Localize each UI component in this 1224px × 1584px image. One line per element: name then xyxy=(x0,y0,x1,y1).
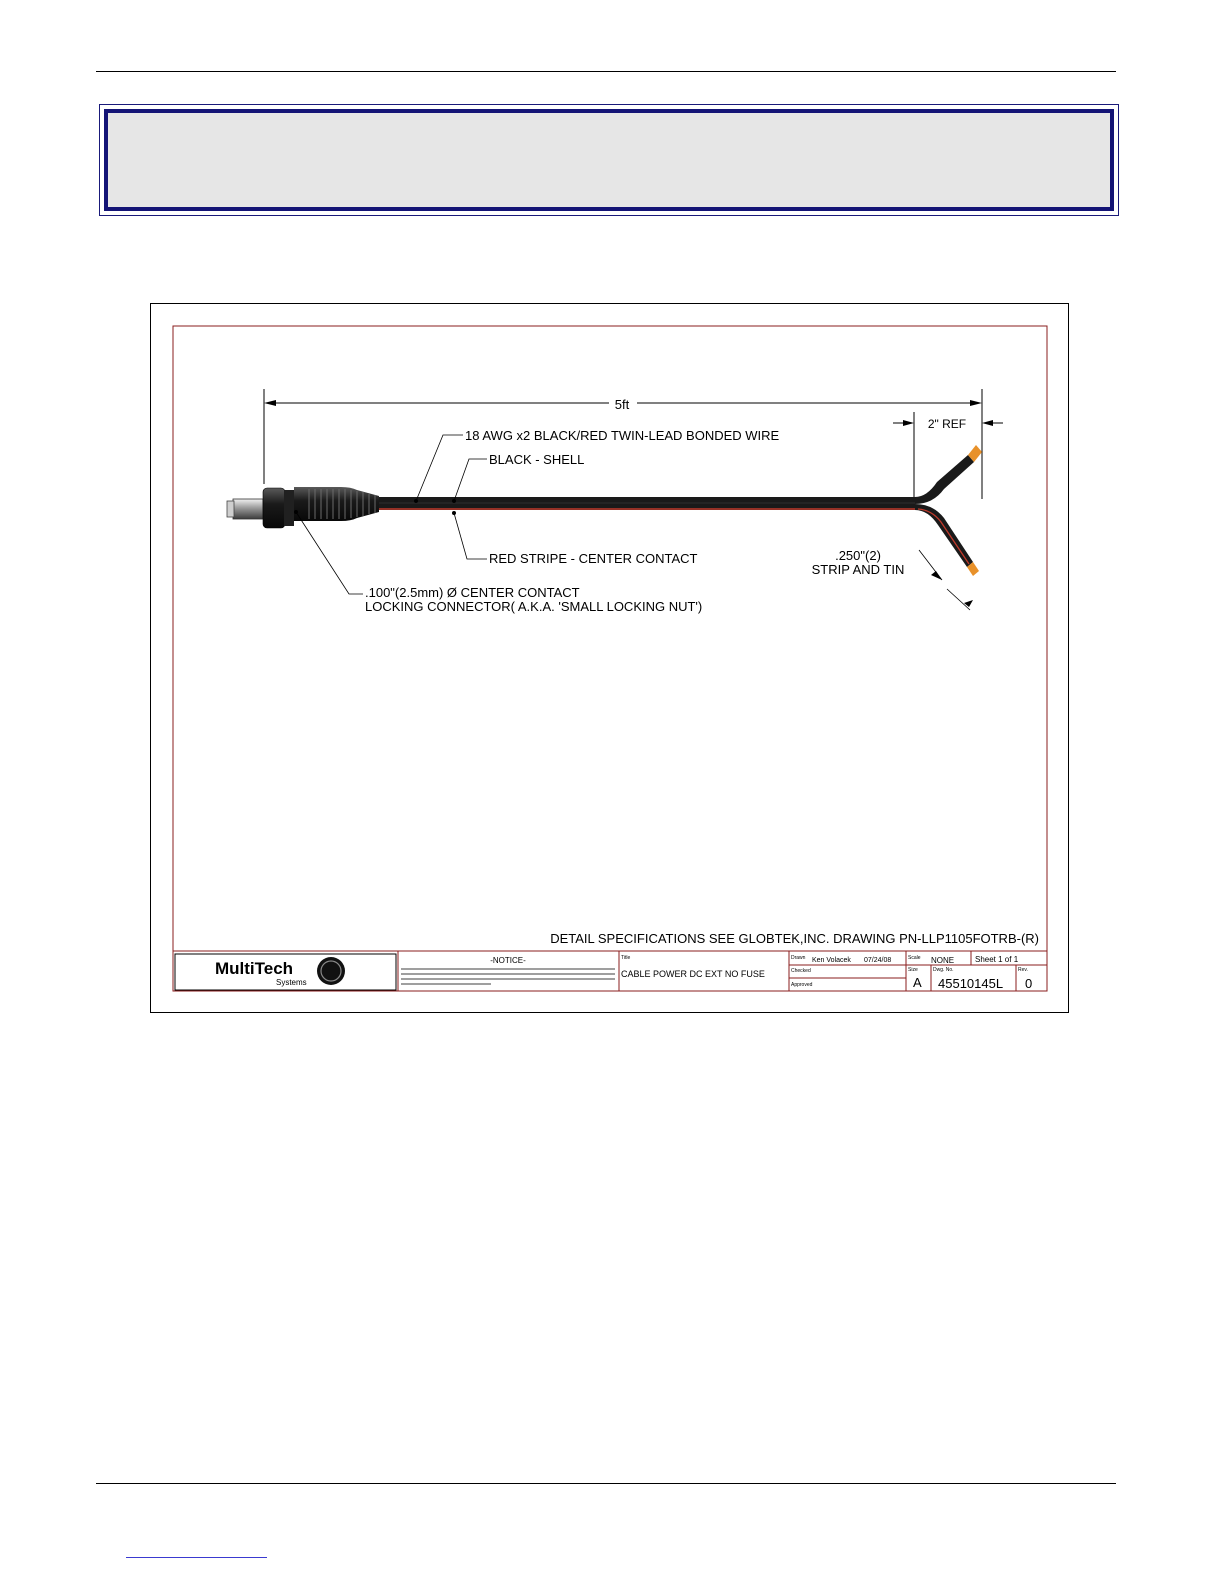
spec-note: DETAIL SPECIFICATIONS SEE GLOBTEK,INC. DRAWING PN-LLP1105FOTRB-(R) xyxy=(550,931,1039,946)
title-label: Title xyxy=(621,955,631,961)
sheet-border xyxy=(173,326,1047,991)
ref-label: 2" REF xyxy=(927,417,967,431)
notice-fine-print xyxy=(401,969,615,984)
drawn-by: Ken Volacek xyxy=(812,957,851,964)
stripe-callout: RED STRIPE - CENTER CONTACT xyxy=(489,551,698,566)
contact-callout-line1: .100"(2.5mm) Ø CENTER CONTACT xyxy=(365,585,580,600)
length-dimension xyxy=(264,389,982,499)
rev-label: Rev. xyxy=(1018,967,1028,973)
size-label: Size xyxy=(908,967,918,973)
logo-subtext: Systems xyxy=(276,978,307,987)
contact-callout-line2: LOCKING CONNECTOR( A.K.A. 'SMALL LOCKING NUT') xyxy=(365,599,703,614)
approved-label: Approved xyxy=(791,982,813,988)
section-title-banner xyxy=(99,104,1119,216)
scale-label: Scale xyxy=(908,955,921,961)
wire-callout: 18 AWG x2 BLACK/RED TWIN-LEAD BONDED WIRE xyxy=(465,428,780,443)
checked-label: Checked xyxy=(791,968,811,974)
strip-callout-line2: STRIP AND TIN xyxy=(811,562,905,577)
cable-drawing xyxy=(150,303,1069,1013)
rev-value: 0 xyxy=(1025,976,1033,991)
drawn-label: Drawn xyxy=(791,955,806,961)
title-value: CABLE POWER DC EXT NO FUSE xyxy=(621,969,765,979)
footer-link-underline[interactable] xyxy=(126,1557,267,1558)
notice-heading: -NOTICE- xyxy=(490,956,526,965)
callout-leaders xyxy=(296,435,973,610)
dwg-label: Dwg. No. xyxy=(933,967,954,973)
bottom-rule xyxy=(96,1483,1116,1484)
notice-block xyxy=(401,956,615,984)
strip-callout-line1: .250"(2) xyxy=(835,548,881,563)
scale-value: NONE xyxy=(931,956,955,965)
size-value: A xyxy=(913,975,922,990)
top-rule xyxy=(96,71,1116,72)
shell-callout: BLACK - SHELL xyxy=(489,452,585,467)
multitech-logo xyxy=(215,957,345,987)
length-label: 5ft xyxy=(614,397,630,412)
logo-text: MultiTech xyxy=(215,959,294,978)
section-title-banner-inner xyxy=(104,109,1114,211)
cable-drawing-svg xyxy=(151,304,1070,1014)
sheet-value: Sheet 1 of 1 xyxy=(975,955,1019,964)
ref-dimension xyxy=(893,412,1003,499)
dwg-value: 45510145L xyxy=(938,976,1004,991)
drawn-date: 07/24/08 xyxy=(864,957,892,964)
dc-barrel-connector xyxy=(227,487,379,528)
